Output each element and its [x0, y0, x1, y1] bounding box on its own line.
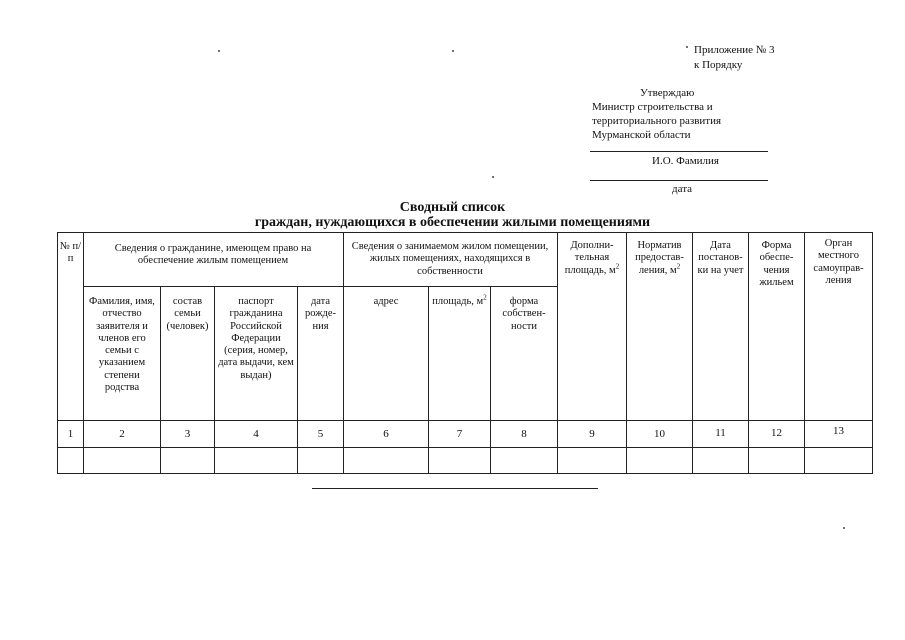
- scan-speck: [218, 50, 220, 52]
- column-number: 7: [456, 428, 463, 440]
- header-group-housing: Сведения о занимаемом жилом помещении, жилых помещениях, находящихся в собственности: [351, 241, 549, 277]
- minister-title-line3: Мурманской области: [592, 129, 691, 141]
- appendix-reference: к Порядку: [694, 59, 743, 71]
- column-number: 10: [654, 428, 665, 440]
- header-local-authority: Орган местного самоуправ-ления: [813, 238, 864, 286]
- approval-label: Утверждаю: [640, 87, 695, 99]
- column-number: 6: [383, 428, 389, 440]
- header-additional-area: Дополни-тельная площадь, $м^2$: [564, 240, 620, 276]
- signature-line: [590, 151, 768, 152]
- column-number: 13: [833, 425, 844, 437]
- document-subtitle: граждан, нуждающихся в обеспечении жилыми помещениями: [254, 215, 651, 230]
- date-label: дата: [672, 183, 693, 195]
- column-number: 1: [67, 428, 74, 440]
- scan-speck: [686, 46, 688, 48]
- column-number: 9: [589, 428, 595, 440]
- header-full-name: Фамилия, имя, отчество заявителя и членов его семьи с указанием степени родства: [89, 296, 155, 394]
- column-number: 2: [119, 428, 125, 440]
- column-number: 8: [521, 428, 527, 440]
- scan-speck: [492, 176, 494, 178]
- header-ownership-form: форма собствен-ности: [502, 296, 546, 332]
- header-address: адрес: [373, 296, 399, 307]
- appendix-label: Приложение № 3: [694, 44, 775, 56]
- header-registration-date: Дата постанов-ки на учет: [697, 240, 744, 276]
- header-housing-form: Форма обеспе-чения жильем: [759, 240, 794, 288]
- minister-title-line2: территориального развития: [592, 115, 722, 127]
- scan-speck: [843, 527, 845, 529]
- signature-name: И.О. Фамилия: [652, 155, 719, 167]
- header-area: площадь, $м^2$: [432, 293, 487, 307]
- document-title: Сводный список: [399, 200, 506, 215]
- header-passport: паспорт гражданина Российской Федерации (серия, номер, дата выдачи, кем выдан): [218, 296, 294, 381]
- column-number: 4: [253, 428, 259, 440]
- minister-title-line1: Министр строительства и: [592, 101, 713, 113]
- header-group-citizen: Сведения о гражданине, имеющем право на обеспечение жилым помещением: [114, 243, 312, 267]
- column-number: 12: [771, 427, 782, 439]
- column-number: 5: [317, 428, 324, 440]
- header-provision-norm: Норматив предостав-ления, $м^2$: [635, 240, 684, 276]
- footer-rule: [312, 488, 598, 489]
- column-number: 11: [715, 427, 726, 439]
- header-family-size: состав семьи (человек): [166, 296, 209, 332]
- column-number: 3: [184, 428, 191, 440]
- header-birth-date: дата рожде-ния: [305, 296, 336, 332]
- date-line: [590, 180, 768, 181]
- header-row-number: № п/п: [59, 241, 82, 265]
- scan-speck: [452, 50, 454, 52]
